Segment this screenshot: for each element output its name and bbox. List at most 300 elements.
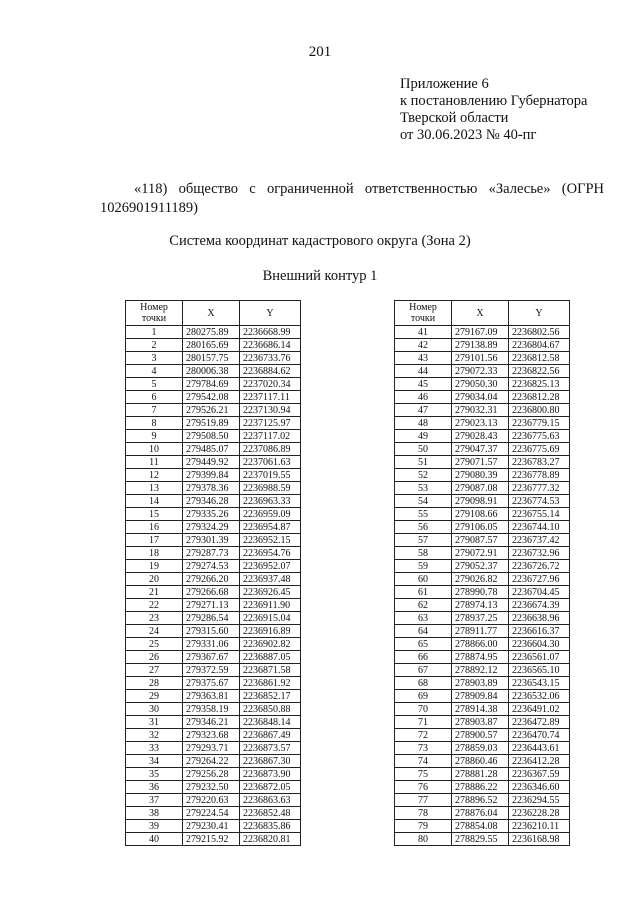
x-coordinate-cell: 279101.56 (452, 352, 509, 365)
table-row (395, 833, 570, 846)
table-row (395, 612, 570, 625)
point-number-cell: 3 (126, 352, 183, 365)
y-coordinate-cell: 2236959.09 (240, 508, 301, 521)
y-coordinate-cell: 2236210.11 (509, 820, 570, 833)
x-coordinate-cell: 278881.28 (452, 768, 509, 781)
table-row (395, 768, 570, 781)
table-row (395, 729, 570, 742)
x-coordinate-cell: 279023.13 (452, 417, 509, 430)
table-row (395, 430, 570, 443)
point-number-cell: 66 (395, 651, 452, 664)
y-coordinate-cell: 2236491.02 (509, 703, 570, 716)
table-row (126, 417, 301, 430)
point-number-cell: 13 (126, 482, 183, 495)
y-coordinate-cell: 2236367.59 (509, 768, 570, 781)
point-number-cell: 25 (126, 638, 183, 651)
x-coordinate-cell: 279224.54 (183, 807, 240, 820)
organization-paragraph (100, 180, 604, 218)
y-coordinate-cell: 2236867.30 (240, 755, 301, 768)
organization-line-2: 1026901911189) (100, 200, 199, 216)
y-coordinate-cell: 2236294.55 (509, 794, 570, 807)
y-coordinate-cell: 2237125.97 (240, 417, 301, 430)
point-number-cell: 78 (395, 807, 452, 820)
x-coordinate-cell: 279087.08 (452, 482, 509, 495)
x-coordinate-cell: 279271.13 (183, 599, 240, 612)
point-number-cell: 19 (126, 560, 183, 573)
header-y: Y (240, 301, 301, 326)
table-row (395, 742, 570, 755)
table-row (395, 443, 570, 456)
point-number-cell: 10 (126, 443, 183, 456)
y-coordinate-cell: 2236686.14 (240, 339, 301, 352)
table-row (126, 443, 301, 456)
x-coordinate-cell: 279087.57 (452, 534, 509, 547)
table-row (126, 352, 301, 365)
point-number-cell: 5 (126, 378, 183, 391)
appendix-reference: к постановлению Губернатора (400, 93, 588, 109)
point-number-cell: 77 (395, 794, 452, 807)
point-number-cell: 75 (395, 768, 452, 781)
table-row (126, 807, 301, 820)
y-coordinate-cell: 2236804.67 (509, 339, 570, 352)
table-row (126, 742, 301, 755)
table-row (126, 768, 301, 781)
x-coordinate-cell: 278990.78 (452, 586, 509, 599)
header-point-number (395, 301, 452, 326)
table-row (126, 833, 301, 846)
point-number-cell: 7 (126, 404, 183, 417)
point-number-cell: 44 (395, 365, 452, 378)
x-coordinate-cell: 279274.53 (183, 560, 240, 573)
point-number-cell: 56 (395, 521, 452, 534)
x-coordinate-cell: 279167.09 (452, 326, 509, 339)
table-row (126, 794, 301, 807)
point-number-cell: 40 (126, 833, 183, 846)
y-coordinate-cell: 2236812.58 (509, 352, 570, 365)
x-coordinate-cell: 278903.87 (452, 716, 509, 729)
y-coordinate-cell: 2236952.15 (240, 534, 301, 547)
table-row (126, 586, 301, 599)
point-number-cell: 60 (395, 573, 452, 586)
table-row (126, 339, 301, 352)
header-x: X (452, 301, 509, 326)
point-number-cell: 22 (126, 599, 183, 612)
table-row (126, 560, 301, 573)
y-coordinate-cell: 2236346.60 (509, 781, 570, 794)
table-row (126, 703, 301, 716)
point-number-cell: 43 (395, 352, 452, 365)
point-number-cell: 57 (395, 534, 452, 547)
table-header-row (126, 301, 301, 326)
y-coordinate-cell: 2236800.80 (509, 404, 570, 417)
point-number-cell: 31 (126, 716, 183, 729)
appendix-region: Тверской области (400, 110, 509, 126)
point-number-cell: 35 (126, 768, 183, 781)
appendix-date: от 30.06.2023 № 40-пг (400, 127, 537, 143)
x-coordinate-cell: 279052.37 (452, 560, 509, 573)
y-coordinate-cell: 2236916.89 (240, 625, 301, 638)
x-coordinate-cell: 279264.22 (183, 755, 240, 768)
x-coordinate-cell: 279378.36 (183, 482, 240, 495)
point-number-cell: 68 (395, 677, 452, 690)
x-coordinate-cell: 279508.50 (183, 430, 240, 443)
table-body-right (395, 326, 570, 846)
point-number-cell: 27 (126, 664, 183, 677)
point-number-cell: 1 (126, 326, 183, 339)
y-coordinate-cell: 2236775.69 (509, 443, 570, 456)
point-number-cell: 36 (126, 781, 183, 794)
y-coordinate-cell: 2237086.89 (240, 443, 301, 456)
x-coordinate-cell: 279449.92 (183, 456, 240, 469)
point-number-cell: 29 (126, 690, 183, 703)
point-number-cell: 2 (126, 339, 183, 352)
table-row (126, 677, 301, 690)
point-number-cell: 51 (395, 456, 452, 469)
x-coordinate-cell: 278854.08 (452, 820, 509, 833)
x-coordinate-cell: 278909.84 (452, 690, 509, 703)
point-number-cell: 15 (126, 508, 183, 521)
table-row (395, 625, 570, 638)
table-row (126, 469, 301, 482)
table-row (395, 664, 570, 677)
x-coordinate-cell: 279315.60 (183, 625, 240, 638)
point-number-cell: 67 (395, 664, 452, 677)
point-number-cell: 4 (126, 365, 183, 378)
contour-title: Внешний контур 1 (262, 268, 378, 284)
x-coordinate-cell: 280157.75 (183, 352, 240, 365)
x-coordinate-cell: 278911.77 (452, 625, 509, 638)
x-coordinate-cell: 279047.37 (452, 443, 509, 456)
x-coordinate-cell: 279526.21 (183, 404, 240, 417)
point-number-cell: 79 (395, 820, 452, 833)
point-number-cell: 33 (126, 742, 183, 755)
header-point-number-line2: точки (141, 313, 167, 324)
table-row (126, 430, 301, 443)
table-row (126, 820, 301, 833)
x-coordinate-cell: 279293.71 (183, 742, 240, 755)
x-coordinate-cell: 279542.08 (183, 391, 240, 404)
table-row (126, 508, 301, 521)
table-row (126, 729, 301, 742)
table-row (395, 534, 570, 547)
y-coordinate-cell: 2236863.63 (240, 794, 301, 807)
x-coordinate-cell: 279358.19 (183, 703, 240, 716)
y-coordinate-cell: 2236902.82 (240, 638, 301, 651)
point-number-cell: 45 (395, 378, 452, 391)
point-number-cell: 41 (395, 326, 452, 339)
point-number-cell: 24 (126, 625, 183, 638)
x-coordinate-cell: 279399.84 (183, 469, 240, 482)
x-coordinate-cell: 279080.39 (452, 469, 509, 482)
table-row (126, 378, 301, 391)
y-coordinate-cell: 2236783.27 (509, 456, 570, 469)
table-row (395, 560, 570, 573)
table-row (395, 599, 570, 612)
table-row (126, 326, 301, 339)
x-coordinate-cell: 278876.04 (452, 807, 509, 820)
point-number-cell: 72 (395, 729, 452, 742)
x-coordinate-cell: 279215.92 (183, 833, 240, 846)
table-row (395, 482, 570, 495)
y-coordinate-cell: 2236744.10 (509, 521, 570, 534)
x-coordinate-cell: 279519.89 (183, 417, 240, 430)
point-number-cell: 76 (395, 781, 452, 794)
table-row (395, 716, 570, 729)
x-coordinate-cell: 278896.52 (452, 794, 509, 807)
table-row (126, 534, 301, 547)
x-coordinate-cell: 279034.04 (452, 391, 509, 404)
table-row (395, 326, 570, 339)
table-row (126, 781, 301, 794)
x-coordinate-cell: 279072.33 (452, 365, 509, 378)
x-coordinate-cell: 279335.26 (183, 508, 240, 521)
y-coordinate-cell: 2236604.30 (509, 638, 570, 651)
y-coordinate-cell: 2236616.37 (509, 625, 570, 638)
point-number-cell: 50 (395, 443, 452, 456)
y-coordinate-cell: 2236852.48 (240, 807, 301, 820)
x-coordinate-cell: 279232.50 (183, 781, 240, 794)
header-y: Y (509, 301, 570, 326)
point-number-cell: 34 (126, 755, 183, 768)
y-coordinate-cell: 2236674.39 (509, 599, 570, 612)
x-coordinate-cell: 278974.13 (452, 599, 509, 612)
y-coordinate-cell: 2237117.02 (240, 430, 301, 443)
table-row (395, 391, 570, 404)
table-row (395, 508, 570, 521)
x-coordinate-cell: 279485.07 (183, 443, 240, 456)
x-coordinate-cell: 278859.03 (452, 742, 509, 755)
point-number-cell: 42 (395, 339, 452, 352)
table-row (126, 612, 301, 625)
y-coordinate-cell: 2236873.57 (240, 742, 301, 755)
x-coordinate-cell: 279372.59 (183, 664, 240, 677)
x-coordinate-cell: 279108.66 (452, 508, 509, 521)
point-number-cell: 26 (126, 651, 183, 664)
table-row (395, 495, 570, 508)
point-number-cell: 39 (126, 820, 183, 833)
y-coordinate-cell: 2236884.62 (240, 365, 301, 378)
point-number-cell: 11 (126, 456, 183, 469)
table-row (126, 482, 301, 495)
table-row (395, 807, 570, 820)
point-number-cell: 37 (126, 794, 183, 807)
y-coordinate-cell: 2236228.28 (509, 807, 570, 820)
table-row (126, 625, 301, 638)
x-coordinate-cell: 278829.55 (452, 833, 509, 846)
y-coordinate-cell: 2237117.11 (240, 391, 301, 404)
y-coordinate-cell: 2237019.55 (240, 469, 301, 482)
point-number-cell: 62 (395, 599, 452, 612)
table-row (395, 794, 570, 807)
y-coordinate-cell: 2236911.90 (240, 599, 301, 612)
x-coordinate-cell: 279256.28 (183, 768, 240, 781)
x-coordinate-cell: 278914.38 (452, 703, 509, 716)
y-coordinate-cell: 2236861.92 (240, 677, 301, 690)
y-coordinate-cell: 2236778.89 (509, 469, 570, 482)
page-number: 201 (308, 44, 332, 60)
x-coordinate-cell: 279375.67 (183, 677, 240, 690)
point-number-cell: 46 (395, 391, 452, 404)
table-header-row (395, 301, 570, 326)
header-point-number-line2: точки (410, 313, 436, 324)
point-number-cell: 55 (395, 508, 452, 521)
point-number-cell: 32 (126, 729, 183, 742)
y-coordinate-cell: 2236963.33 (240, 495, 301, 508)
point-number-cell: 6 (126, 391, 183, 404)
table-row (126, 365, 301, 378)
point-number-cell: 80 (395, 833, 452, 846)
x-coordinate-cell: 280006.38 (183, 365, 240, 378)
y-coordinate-cell: 2236867.49 (240, 729, 301, 742)
table-row (395, 352, 570, 365)
table-row (126, 404, 301, 417)
x-coordinate-cell: 280165.69 (183, 339, 240, 352)
x-coordinate-cell: 278937.25 (452, 612, 509, 625)
point-number-cell: 16 (126, 521, 183, 534)
point-number-cell: 14 (126, 495, 183, 508)
y-coordinate-cell: 2236873.90 (240, 768, 301, 781)
point-number-cell: 49 (395, 430, 452, 443)
point-number-cell: 17 (126, 534, 183, 547)
table-row (395, 586, 570, 599)
x-coordinate-cell: 280275.89 (183, 326, 240, 339)
point-number-cell: 9 (126, 430, 183, 443)
organization-line-1: «118) общество с ограниченной ответственностью «Залесье» (ОГРН (134, 181, 604, 197)
table-row (395, 677, 570, 690)
y-coordinate-cell: 2236852.17 (240, 690, 301, 703)
y-coordinate-cell: 2236952.07 (240, 560, 301, 573)
point-number-cell: 71 (395, 716, 452, 729)
point-number-cell: 69 (395, 690, 452, 703)
table-row (126, 573, 301, 586)
x-coordinate-cell: 279367.67 (183, 651, 240, 664)
table-row (395, 521, 570, 534)
table-row (395, 755, 570, 768)
table-row (395, 417, 570, 430)
table-row (126, 456, 301, 469)
y-coordinate-cell: 2236872.05 (240, 781, 301, 794)
x-coordinate-cell: 279026.82 (452, 573, 509, 586)
point-number-cell: 38 (126, 807, 183, 820)
y-coordinate-cell: 2236737.42 (509, 534, 570, 547)
x-coordinate-cell: 279266.68 (183, 586, 240, 599)
point-number-cell: 8 (126, 417, 183, 430)
y-coordinate-cell: 2236638.96 (509, 612, 570, 625)
header-point-number (126, 301, 183, 326)
table-body-left (126, 326, 301, 846)
x-coordinate-cell: 279346.28 (183, 495, 240, 508)
point-number-cell: 53 (395, 482, 452, 495)
x-coordinate-cell: 279028.43 (452, 430, 509, 443)
y-coordinate-cell: 2236926.45 (240, 586, 301, 599)
point-number-cell: 73 (395, 742, 452, 755)
table-row (395, 365, 570, 378)
table-row (395, 703, 570, 716)
y-coordinate-cell: 2236732.96 (509, 547, 570, 560)
header-x: X (183, 301, 240, 326)
y-coordinate-cell: 2237061.63 (240, 456, 301, 469)
y-coordinate-cell: 2236835.86 (240, 820, 301, 833)
point-number-cell: 23 (126, 612, 183, 625)
x-coordinate-cell: 279324.29 (183, 521, 240, 534)
y-coordinate-cell: 2236937.48 (240, 573, 301, 586)
y-coordinate-cell: 2236822.56 (509, 365, 570, 378)
y-coordinate-cell: 2236704.45 (509, 586, 570, 599)
point-number-cell: 65 (395, 638, 452, 651)
point-number-cell: 74 (395, 755, 452, 768)
x-coordinate-cell: 278886.22 (452, 781, 509, 794)
y-coordinate-cell: 2236561.07 (509, 651, 570, 664)
table-row (126, 755, 301, 768)
header-point-number-line1: Номер (140, 302, 168, 313)
table-row (395, 781, 570, 794)
y-coordinate-cell: 2236733.76 (240, 352, 301, 365)
table-row (395, 404, 570, 417)
point-number-cell: 63 (395, 612, 452, 625)
y-coordinate-cell: 2236812.28 (509, 391, 570, 404)
y-coordinate-cell: 2236825.13 (509, 378, 570, 391)
point-number-cell: 52 (395, 469, 452, 482)
y-coordinate-cell: 2236848.14 (240, 716, 301, 729)
x-coordinate-cell: 279072.91 (452, 547, 509, 560)
table-row (126, 716, 301, 729)
y-coordinate-cell: 2236668.99 (240, 326, 301, 339)
table-row (395, 378, 570, 391)
table-row (126, 391, 301, 404)
table-row (395, 573, 570, 586)
y-coordinate-cell: 2236779.15 (509, 417, 570, 430)
appendix-header (400, 76, 587, 144)
coordinates-table-left (125, 300, 301, 846)
y-coordinate-cell: 2236775.63 (509, 430, 570, 443)
x-coordinate-cell: 278903.89 (452, 677, 509, 690)
point-number-cell: 48 (395, 417, 452, 430)
table-row (126, 495, 301, 508)
y-coordinate-cell: 2236472.89 (509, 716, 570, 729)
x-coordinate-cell: 278874.95 (452, 651, 509, 664)
x-coordinate-cell: 279287.73 (183, 547, 240, 560)
x-coordinate-cell: 279098.91 (452, 495, 509, 508)
table-row (126, 638, 301, 651)
x-coordinate-cell: 279050.30 (452, 378, 509, 391)
y-coordinate-cell: 2236470.74 (509, 729, 570, 742)
x-coordinate-cell: 279032.31 (452, 404, 509, 417)
y-coordinate-cell: 2236774.53 (509, 495, 570, 508)
x-coordinate-cell: 279230.41 (183, 820, 240, 833)
point-number-cell: 30 (126, 703, 183, 716)
appendix-title: Приложение 6 (400, 76, 489, 92)
table-row (395, 820, 570, 833)
x-coordinate-cell: 278866.00 (452, 638, 509, 651)
point-number-cell: 70 (395, 703, 452, 716)
y-coordinate-cell: 2236543.15 (509, 677, 570, 690)
coordinates-table-right (394, 300, 570, 846)
y-coordinate-cell: 2236954.76 (240, 547, 301, 560)
y-coordinate-cell: 2236887.05 (240, 651, 301, 664)
point-number-cell: 64 (395, 625, 452, 638)
y-coordinate-cell: 2236915.04 (240, 612, 301, 625)
point-number-cell: 18 (126, 547, 183, 560)
x-coordinate-cell: 279784.69 (183, 378, 240, 391)
y-coordinate-cell: 2236412.28 (509, 755, 570, 768)
x-coordinate-cell: 279346.21 (183, 716, 240, 729)
point-number-cell: 21 (126, 586, 183, 599)
x-coordinate-cell: 278860.46 (452, 755, 509, 768)
table-row (395, 690, 570, 703)
y-coordinate-cell: 2236532.06 (509, 690, 570, 703)
x-coordinate-cell: 279138.89 (452, 339, 509, 352)
x-coordinate-cell: 278892.12 (452, 664, 509, 677)
